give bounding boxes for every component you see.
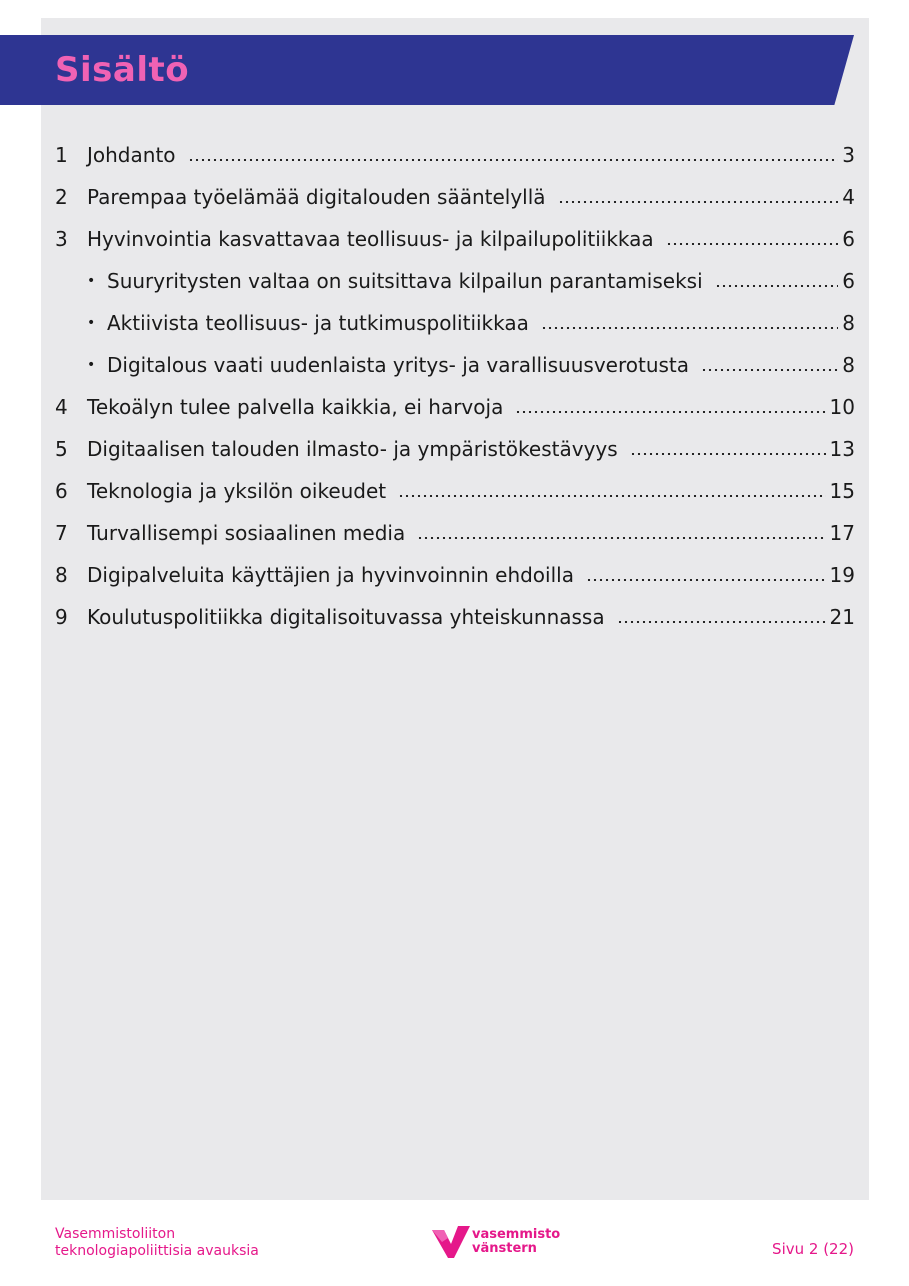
toc-title: Hyvinvointia kasvattavaa teollisuus- ja kilpailupolitiikkaa	[87, 227, 654, 251]
publication-name-line1: Vasemmistoliiton	[55, 1226, 176, 1242]
toc-page: 17	[829, 521, 855, 545]
logo-line2: vänstern	[472, 1241, 537, 1256]
toc-number: 6	[55, 479, 68, 503]
v-logo-icon	[432, 1226, 470, 1258]
dot-leader	[715, 285, 839, 287]
toc-title: Digipalveluita käyttäjien ja hyvinvoinnin ehdoilla	[87, 563, 574, 587]
toc-number: 4	[55, 395, 68, 419]
toc-item[interactable]	[55, 219, 855, 259]
toc-subitem[interactable]	[87, 345, 855, 385]
toc-page: 3	[842, 143, 855, 167]
toc-number: 1	[55, 143, 68, 167]
toc-title: Digitaalisen talouden ilmasto- ja ympäristökestävyys	[87, 437, 618, 461]
logo-line1: vasemmisto	[472, 1227, 561, 1242]
toc-page: 6	[842, 227, 855, 251]
dot-leader	[617, 621, 826, 623]
toc-item[interactable]	[55, 429, 855, 469]
toc-item[interactable]	[55, 135, 855, 175]
toc-page: 15	[829, 479, 855, 503]
vasemmisto-logo	[432, 1226, 560, 1258]
toc-page: 10	[829, 395, 855, 419]
dot-leader	[417, 537, 825, 539]
toc-number: 5	[55, 437, 68, 461]
toc-number: 7	[55, 521, 68, 545]
toc-number: 8	[55, 563, 68, 587]
toc-page: 19	[829, 563, 855, 587]
toc-item[interactable]	[55, 387, 855, 427]
publication-name-line2: teknologiapoliittisia avauksia	[55, 1243, 259, 1259]
toc-title: Koulutuspolitiikka digitalisoituvassa yhteiskunnassa	[87, 605, 605, 629]
toc-title: Suuryritysten valtaa on suitsittava kilpailun parantamiseksi	[107, 269, 703, 293]
publication-name	[55, 1226, 259, 1260]
page-title: Sisältö	[55, 50, 190, 90]
toc-item[interactable]	[55, 555, 855, 595]
toc-page: 8	[842, 353, 855, 377]
toc-page: 6	[842, 269, 855, 293]
dot-leader	[630, 453, 826, 455]
dot-leader	[398, 495, 825, 497]
toc-item[interactable]	[55, 177, 855, 217]
toc-subitem[interactable]	[87, 261, 855, 301]
toc-item[interactable]	[55, 513, 855, 553]
dot-leader	[188, 159, 839, 161]
toc-item[interactable]	[55, 471, 855, 511]
toc-page: 13	[829, 437, 855, 461]
dot-leader	[666, 243, 839, 245]
dot-leader	[515, 411, 825, 413]
toc-title: Turvallisempi sosiaalinen media	[87, 521, 406, 545]
dot-leader	[701, 369, 838, 371]
dot-leader	[586, 579, 826, 581]
toc-title: Parempaa työelämää digitalouden sääntelyllä	[87, 185, 546, 209]
logo-wordmark	[472, 1228, 560, 1256]
toc-page: 4	[842, 185, 855, 209]
toc-item[interactable]	[55, 597, 855, 637]
toc-title: Teknologia ja yksilön oikeudet	[87, 479, 387, 503]
toc-title: Digitalous vaati uudenlaista yritys- ja varallisuusverotusta	[107, 353, 690, 377]
toc-page: 8	[842, 311, 855, 335]
bullet-icon: •	[87, 315, 96, 331]
toc-title: Tekoälyn tulee palvella kaikkia, ei harvoja	[87, 395, 504, 419]
dot-leader	[541, 327, 838, 329]
bullet-icon: •	[87, 357, 96, 373]
toc-number: 9	[55, 605, 68, 629]
toc-title: Johdanto	[87, 143, 176, 167]
toc-subitem[interactable]	[87, 303, 855, 343]
toc-number: 3	[55, 227, 68, 251]
toc-title: Aktiivista teollisuus- ja tutkimuspolitiikkaa	[107, 311, 529, 335]
page-number: Sivu 2 (22)	[772, 1240, 854, 1258]
dot-leader	[558, 201, 839, 203]
toc-number: 2	[55, 185, 68, 209]
bullet-icon: •	[87, 273, 96, 289]
toc-page: 21	[829, 605, 855, 629]
